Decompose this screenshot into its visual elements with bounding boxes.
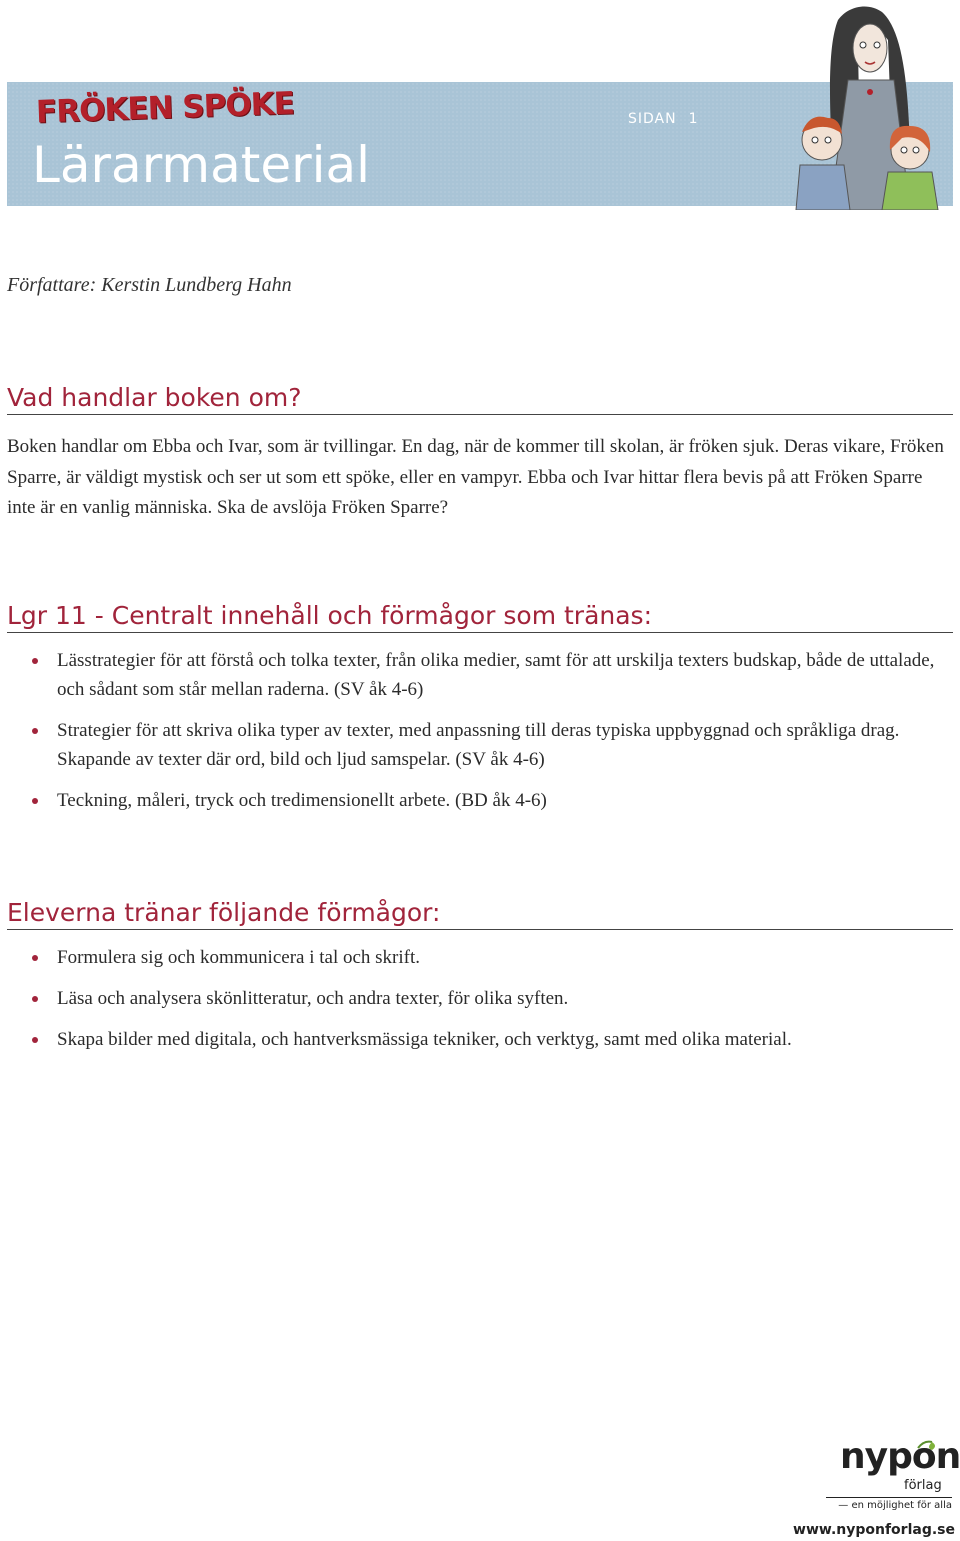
characters-illustration bbox=[770, 0, 960, 210]
bullet-dot-icon bbox=[32, 955, 38, 961]
section-heading-skills: Eleverna tränar följande förmågor: bbox=[7, 898, 953, 930]
page-number: 1 bbox=[688, 111, 699, 127]
publisher-logo: nypon bbox=[840, 1436, 960, 1477]
list-item bbox=[0, 984, 945, 1013]
page-label: SIDAN bbox=[628, 111, 677, 127]
bullet-dot-icon bbox=[32, 728, 38, 734]
list-item-text: Strategier för att skriva olika typer av texter, med anpassning till deras typiska uppbyggnad och språkliga drag. Skapande av texter där ord, bild och ljud samspelar. (SV åk 4-6) bbox=[57, 720, 900, 770]
list-item bbox=[0, 646, 945, 704]
author-line: Författare: Kerstin Lundberg Hahn bbox=[7, 274, 292, 296]
publisher-url[interactable]: www.nyponforlag.se bbox=[793, 1522, 955, 1538]
bullet-dot-icon bbox=[32, 798, 38, 804]
list-item-text: Teckning, måleri, tryck och tredimensionellt arbete. (BD åk 4-6) bbox=[57, 790, 547, 811]
list-item-text: Lässtrategier för att förstå och tolka texter, från olika medier, samt för att urskilja texters budskap, både de uttalade, och sådant som står mellan raderna. (SV åk 4-6) bbox=[57, 650, 935, 700]
list-item-text: Formulera sig och kommunicera i tal och skrift. bbox=[57, 947, 421, 968]
list-item bbox=[0, 786, 945, 815]
page-indicator bbox=[628, 111, 699, 127]
bullet-dot-icon bbox=[32, 658, 38, 664]
about-paragraph: Boken handlar om Ebba och Ivar, som är tvillingar. En dag, när de kommer till skolan, är fröken sjuk. Deras vikare, Fröken Sparre, är väldigt mystisk och ser ut som ett spöke, eller en vampyr. Ebba och Ivar hittar flera bevis på att Fröken Sparre inte är en vanlig människa. Ska de avslöja Fröken Sparre? bbox=[7, 436, 944, 518]
bullet-dot-icon bbox=[32, 1037, 38, 1043]
page-title: Lärarmaterial bbox=[32, 136, 371, 194]
list-item bbox=[0, 1025, 945, 1054]
book-logo: FRÖKEN SPÖKE bbox=[35, 85, 295, 131]
list-item bbox=[0, 716, 945, 774]
list-item-text: Skapa bilder med digitala, och hantverksmässiga tekniker, och verktyg, samt med olika material. bbox=[57, 1029, 792, 1050]
section-heading-lgr: Lgr 11 - Centralt innehåll och förmågor som tränas: bbox=[7, 601, 953, 633]
bullet-dot-icon bbox=[32, 996, 38, 1002]
skills-list bbox=[0, 943, 945, 1066]
publisher-tagline: — en möjlighet för alla bbox=[826, 1497, 952, 1511]
lgr-list bbox=[0, 646, 945, 827]
list-item-text: Läsa och analysera skönlitteratur, och andra texter, för olika syften. bbox=[57, 988, 569, 1009]
publisher-sub: förlag bbox=[904, 1478, 942, 1493]
list-item bbox=[0, 943, 945, 972]
section-heading-about: Vad handlar boken om? bbox=[7, 383, 953, 415]
